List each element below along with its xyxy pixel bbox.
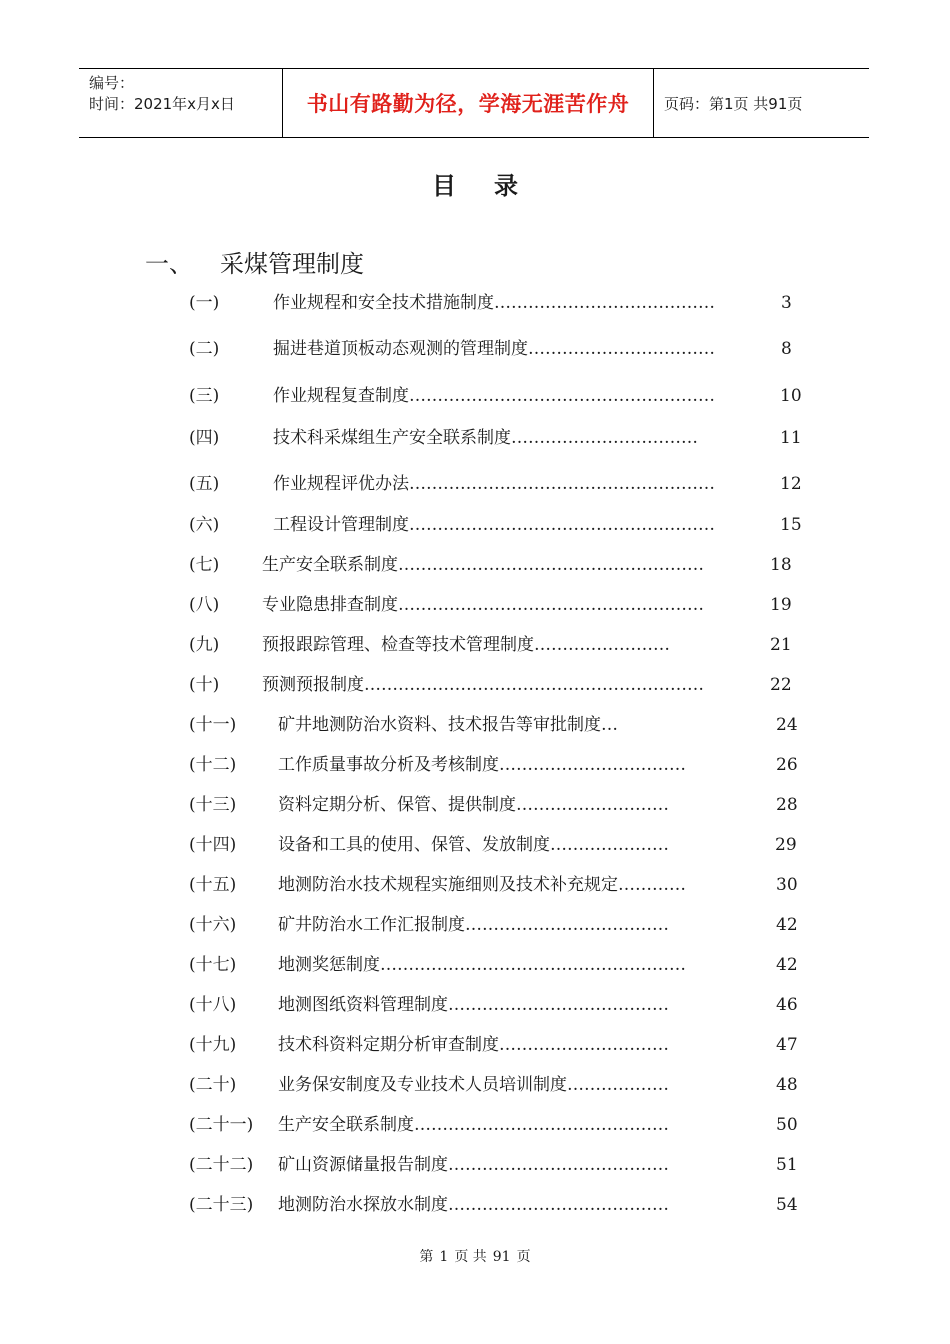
toc-entry-number: (十三)	[189, 795, 237, 815]
toc-entry-title: 掘进巷道顶板动态观测的管理制度……………………………	[273, 339, 715, 359]
toc-entry-number: (二十三)	[189, 1195, 254, 1215]
toc-entry	[0, 992, 950, 1018]
footer-current-page: 1	[439, 1249, 449, 1265]
toc-entry-number: (九)	[189, 635, 220, 655]
toc-entry-number: (六)	[189, 515, 220, 535]
toc-entry-page: 10	[780, 386, 802, 406]
page-title: 目录	[432, 172, 556, 200]
toc-entry-number: (七)	[189, 555, 220, 575]
section-number: 一、	[145, 250, 193, 278]
toc-entry-page: 26	[776, 755, 798, 775]
toc-entry-page: 46	[776, 995, 798, 1015]
footer-total-pages: 91	[492, 1249, 511, 1265]
toc-entry	[0, 832, 950, 858]
toc-entry-page: 21	[770, 635, 792, 655]
toc-entry-number: (八)	[189, 595, 220, 615]
toc-entry-number: (十一)	[189, 715, 237, 735]
toc-entry	[0, 672, 950, 698]
toc-entry-page: 11	[780, 428, 802, 448]
toc-entry-title: 业务保安制度及专业技术人员培训制度………………	[278, 1075, 669, 1095]
toc-entry-page: 18	[770, 555, 792, 575]
toc-entry-page: 42	[776, 955, 798, 975]
toc-entry	[0, 792, 950, 818]
toc-entry-title: 作业规程评优办法………………………………………………	[273, 474, 715, 494]
footer-suffix: 页	[516, 1249, 531, 1265]
header-motto: 书山有路勤为径，学海无涯苦作舟	[282, 69, 654, 137]
toc-entry	[0, 383, 950, 409]
serial-number-label: 编号：	[89, 74, 135, 92]
toc-entry-page: 3	[781, 293, 792, 313]
toc-entry-page: 47	[776, 1035, 798, 1055]
toc-entry-title: 工作质量事故分析及考核制度……………………………	[278, 755, 686, 775]
toc-entry-number: (十四)	[189, 835, 237, 855]
toc-entry	[0, 1152, 950, 1178]
toc-entry	[0, 552, 950, 578]
page-header	[79, 68, 869, 138]
toc-entry-number: (十七)	[189, 955, 237, 975]
toc-entry-page: 29	[775, 835, 797, 855]
toc-entry-page: 30	[776, 875, 798, 895]
toc-entry	[0, 912, 950, 938]
toc-entry-number: (四)	[189, 428, 220, 448]
toc-entry-title: 预报跟踪管理、检查等技术管理制度……………………	[262, 635, 670, 655]
toc-entry	[0, 290, 950, 316]
toc-entry-page: 28	[776, 795, 798, 815]
toc-entry-number: (十九)	[189, 1035, 237, 1055]
toc-entry	[0, 336, 950, 362]
toc-entry-title: 专业隐患排查制度………………………………………………	[262, 595, 704, 615]
toc-entry-number: (十)	[189, 675, 220, 695]
toc-entry-title: 矿井地测防治水资料、技术报告等审批制度…	[278, 715, 618, 735]
toc-entry	[0, 471, 950, 497]
toc-entry-title: 设备和工具的使用、保管、发放制度…………………	[278, 835, 669, 855]
footer-prefix: 第	[419, 1249, 434, 1265]
section-label: 采煤管理制度	[220, 250, 364, 278]
toc-entry-title: 技术科资料定期分析审查制度…………………………	[278, 1035, 669, 1055]
toc-entry-title: 地测奖惩制度………………………………………………	[278, 955, 686, 975]
toc-entry-number: (五)	[189, 474, 220, 494]
toc-entry-number: (十五)	[189, 875, 237, 895]
toc-entry-number: (三)	[189, 386, 220, 406]
toc-entry-title: 工程设计管理制度………………………………………………	[273, 515, 715, 535]
toc-entry	[0, 1032, 950, 1058]
toc-entry-page: 19	[770, 595, 792, 615]
toc-entry	[0, 952, 950, 978]
toc-entry-number: (十八)	[189, 995, 237, 1015]
toc-entry-page: 8	[781, 339, 792, 359]
toc-entry	[0, 632, 950, 658]
toc-entry-page: 12	[780, 474, 802, 494]
toc-entry	[0, 712, 950, 738]
page-footer	[0, 1246, 950, 1266]
toc-entry-page: 22	[770, 675, 792, 695]
toc-entry-title: 地测图纸资料管理制度…………………………………	[278, 995, 669, 1015]
toc-entry-title: 地测防治水技术规程实施细则及技术补充规定…………	[278, 875, 686, 895]
toc-entry-number: (二十一)	[189, 1115, 254, 1135]
toc-entry	[0, 425, 950, 451]
toc-entry	[0, 872, 950, 898]
header-page-info: 页码：第1页 共91页	[664, 94, 803, 113]
header-left-cell	[79, 69, 282, 137]
toc-entry-number: (二)	[189, 339, 220, 359]
footer-mid: 页 共	[454, 1249, 487, 1265]
toc-entry-title: 矿山资源储量报告制度…………………………………	[278, 1155, 669, 1175]
toc-entry-title: 作业规程和安全技术措施制度…………………………………	[273, 293, 715, 313]
toc-entry	[0, 752, 950, 778]
toc-entry-title: 资料定期分析、保管、提供制度………………………	[278, 795, 669, 815]
time-label: 时间：2021年x月x日	[89, 95, 235, 113]
toc-entry-number: (十二)	[189, 755, 237, 775]
toc-entry-page: 15	[780, 515, 802, 535]
toc-entry-title: 地测防治水探放水制度…………………………………	[278, 1195, 669, 1215]
toc-entry-number: (一)	[189, 293, 220, 313]
toc-entry	[0, 1192, 950, 1218]
toc-entry-page: 24	[776, 715, 798, 735]
toc-entry	[0, 592, 950, 618]
toc-entry-title: 作业规程复查制度………………………………………………	[273, 386, 715, 406]
toc-entry-page: 50	[776, 1115, 798, 1135]
toc-entry-page: 42	[776, 915, 798, 935]
toc-entry-title: 矿井防治水工作汇报制度………………………………	[278, 915, 669, 935]
toc-entry-number: (十六)	[189, 915, 237, 935]
toc-entry-title: 生产安全联系制度………………………………………	[278, 1115, 669, 1135]
toc-entry	[0, 512, 950, 538]
toc-entry-number: (二十二)	[189, 1155, 254, 1175]
toc-entry-number: (二十)	[189, 1075, 237, 1095]
toc-entry-title: 预测预报制度……………………………………………………	[262, 675, 704, 695]
toc-entry-page: 48	[776, 1075, 798, 1095]
toc-entry-page: 51	[776, 1155, 798, 1175]
toc-entry	[0, 1072, 950, 1098]
toc-entry	[0, 1112, 950, 1138]
toc-entry-page: 54	[776, 1195, 798, 1215]
toc-entry-title: 生产安全联系制度………………………………………………	[262, 555, 704, 575]
toc-entry-title: 技术科采煤组生产安全联系制度……………………………	[273, 428, 698, 448]
